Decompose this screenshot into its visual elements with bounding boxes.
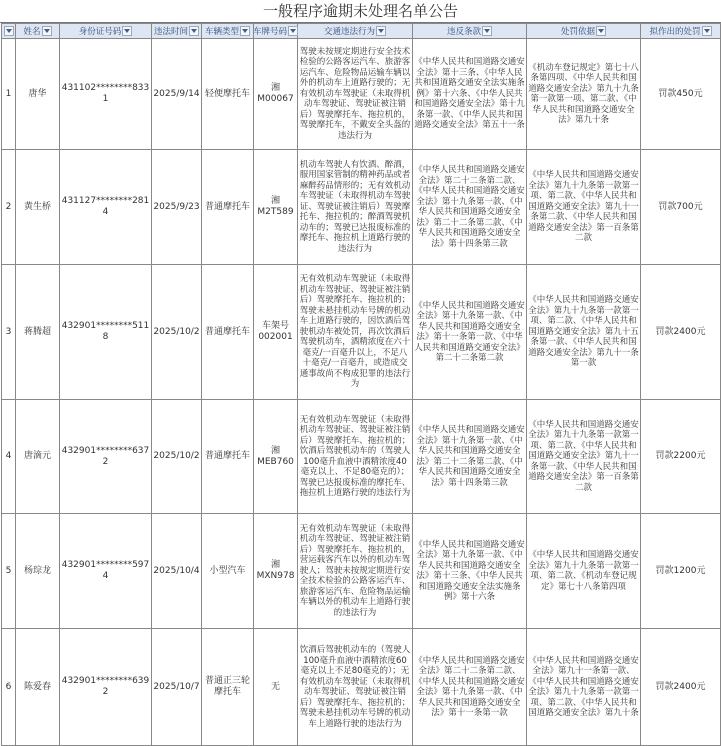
filter-dropdown-icon[interactable] (42, 26, 52, 36)
column-header[interactable]: 拟作出的处罚 (641, 24, 721, 39)
table-row (2, 150, 721, 265)
penalty-cell: 罚款450元 (641, 39, 721, 150)
basis-cell: 《中华人民共和国道路交通安全法》第九十一条第一款、《中华人民共和国道路交通安全法》第九十九条第一款第一项、第二款、《中华人民共和国道路交通安全法》第九十条 (527, 629, 641, 746)
violation-cell: 机动车驾驶人有饮酒、醉酒，服用国家管制的精神药品或者麻醉药品情形的；无有效机动车驾驶证（未取得机动车驾驶证、驾驶证被注销后）驾驶摩托车、拖拉机的；醉酒驾驶机动车的；驾驶已达报废标准的摩托车、拖拉机上道路行驶的违法行为 (298, 150, 413, 265)
plate-cell: 无 (254, 629, 298, 746)
basis-cell: 《中华人民共和国道路交通安全法》第九十九条第一款第一项、第二款、《机动车登记规定》第七十八条第四项 (527, 514, 641, 629)
row-number-cell: 1 (2, 39, 16, 150)
name-cell: 唐滴元 (16, 400, 60, 514)
plate-cell: 车架号002001 (254, 265, 298, 400)
clause-cell: 《中华人民共和国道路交通安全法》第十九条第一款、《中华人民共和国道路交通安全法》第十三条、《中华人民共和国道路交通安全法实施条例》第十六条 (413, 514, 527, 629)
column-header[interactable]: 身份证号码 (60, 24, 152, 39)
id-number-cell: 431127********2814 (60, 150, 152, 265)
plate-cell: 湘MEB760 (254, 400, 298, 514)
column-header[interactable]: 车辆类型 (202, 24, 254, 39)
date-cell: 2025/10/2 (152, 400, 202, 514)
page-title: 一般程序逾期未处理名单公告 (0, 0, 721, 23)
name-cell: 陈爱春 (16, 629, 60, 746)
notice-table (1, 23, 721, 746)
violation-cell: 饮酒后驾驶机动车的（驾驶人100毫升血液中酒精浓度60毫克以上不足80毫克的）；无有效机动车驾驶证（未取得机动车驾驶证、驾驶证被注销后）驾驶摩托车、拖拉机的；驾驶未悬挂机动车号牌的机动车上道路行驶的违法行为 (298, 629, 413, 746)
basis-cell: 《中华人民共和国道路交通安全法》第九十九条第一款第一项、第二款、《中华人民共和国道路交通安全法》第九十五条第一款、《中华人民共和国道路交通安全法》第九十一条第一款 (527, 265, 641, 400)
column-header[interactable] (2, 24, 16, 39)
table-row (2, 629, 721, 746)
plate-cell: 湘MXN978 (254, 514, 298, 629)
id-number-cell: 432901********5974 (60, 514, 152, 629)
column-header[interactable]: 姓名 (16, 24, 60, 39)
basis-cell: 《机动车登记规定》第七十八条第四项、《中华人民共和国道路交通安全法》第九十九条第一款第一项、第二款、《中华人民共和国道路交通安全法》第九十条 (527, 39, 641, 150)
row-number-cell: 5 (2, 514, 16, 629)
clause-cell: 《中华人民共和国道路交通安全法》第十九条第一款、《中华人民共和国道路交通安全法》第十一条第一款、《中华人民共和国道路交通安全法》第二十二条第二款 (413, 265, 527, 400)
vehicle-type-cell: 普通正三轮摩托车 (202, 629, 254, 746)
id-number-cell: 432901********6372 (60, 400, 152, 514)
name-cell: 唐华 (16, 39, 60, 150)
basis-cell: 《中华人民共和国道路交通安全法》第九十九条第一款第一项、第二款、《中华人民共和国道路交通安全法》第九十一条第二款、《中华人民共和国道路交通安全法》第一百条第二款 (527, 150, 641, 265)
table-row (2, 39, 721, 150)
table-header-row (2, 24, 721, 39)
column-header[interactable]: 交通违法行为 (298, 24, 413, 39)
column-header[interactable]: 车牌号码 (254, 24, 298, 39)
filter-dropdown-icon[interactable] (596, 26, 606, 36)
penalty-cell: 罚款2200元 (641, 400, 721, 514)
id-number-cell: 432901********6392 (60, 629, 152, 746)
column-header[interactable]: 处罚依据 (527, 24, 641, 39)
date-cell: 2025/10/7 (152, 629, 202, 746)
column-header[interactable]: 违法时间 (152, 24, 202, 39)
violation-cell: 无有效机动车驾驶证（未取得机动车驾驶证、驾驶证被注销后）驾驶摩托车、拖拉机的；驾驶未悬挂机动车号牌的机动车上道路行驶的，因饮酒后驾驶机动车被处罚，再次饮酒后驾驶机动车，酒精浓度在六十毫克/一百毫升以上，不足八十毫克/一百毫升，或造成交通事故尚不构成犯罪的违法行为 (298, 265, 413, 400)
violation-cell: 无有效机动车驾驶证（未取得机动车驾驶证、驾驶证被注销后）驾驶摩托车、拖拉机的，营运载客汽车以外的机动车驾驶人；驾驶未按规定期进行安全技术检验的公路客运汽车、旅游客运汽车、危险物品运输车辆以外的机动车上道路行驶的违法行为 (298, 514, 413, 629)
clause-cell: 《中华人民共和国道路交通安全法》第十三条、《中华人民共和国道路交通安全法实施条例》第十六条、《中华人民共和国道路交通安全法》第十九条第一款、《中华人民共和国道路交通安全法》第五十一条 (413, 39, 527, 150)
filter-dropdown-icon[interactable] (376, 26, 386, 36)
filter-dropdown-icon[interactable] (702, 26, 712, 36)
filter-dropdown-icon[interactable] (240, 26, 250, 36)
row-number-cell: 3 (2, 265, 16, 400)
filter-dropdown-icon[interactable] (482, 26, 492, 36)
penalty-cell: 罚款2400元 (641, 629, 721, 746)
date-cell: 2025/10/4 (152, 514, 202, 629)
row-number-cell: 2 (2, 150, 16, 265)
filter-dropdown-icon[interactable] (4, 26, 14, 36)
filter-dropdown-icon[interactable] (189, 26, 199, 36)
row-number-cell: 4 (2, 400, 16, 514)
plate-cell: 湘M2T589 (254, 150, 298, 265)
violation-cell: 无有效机动车驾驶证（未取得机动车驾驶证、驾驶证被注销后）驾驶摩托车、拖拉机的；饮酒后驾驶机动车的（驾驶人100毫升血液中酒精浓度40毫克以上、不足80毫克的）；驾驶已达报废标准的摩托车、拖拉机上道路行驶的违法行为 (298, 400, 413, 514)
clause-cell: 《中华人民共和国道路交通安全法》第十九条第一款、《中华人民共和国道路交通安全法》第二十二条第二款、《中华人民共和国道路交通安全法》第十四条第三款 (413, 400, 527, 514)
name-cell: 蒋腾超 (16, 265, 60, 400)
table-row (2, 514, 721, 629)
penalty-cell: 罚款1200元 (641, 514, 721, 629)
table-row (2, 265, 721, 400)
name-cell: 杨琮龙 (16, 514, 60, 629)
id-number-cell: 432901********5118 (60, 265, 152, 400)
name-cell: 黄生桥 (16, 150, 60, 265)
filter-dropdown-icon[interactable] (122, 26, 132, 36)
vehicle-type-cell: 小型汽车 (202, 514, 254, 629)
column-header[interactable]: 违反条款 (413, 24, 527, 39)
vehicle-type-cell: 普通摩托车 (202, 400, 254, 514)
vehicle-type-cell: 普通摩托车 (202, 150, 254, 265)
penalty-cell: 罚款700元 (641, 150, 721, 265)
row-number-cell: 6 (2, 629, 16, 746)
penalty-cell: 罚款2400元 (641, 265, 721, 400)
vehicle-type-cell: 普通摩托车 (202, 265, 254, 400)
vehicle-type-cell: 轻便摩托车 (202, 39, 254, 150)
table-row (2, 400, 721, 514)
basis-cell: 《中华人民共和国道路交通安全法》第九十九条第一款第一项、第二款、《中华人民共和国道路交通安全法》第九十一条第一款、《中华人民共和国道路交通安全法》第一百条第二款 (527, 400, 641, 514)
date-cell: 2025/10/2 (152, 265, 202, 400)
date-cell: 2025/9/14 (152, 39, 202, 150)
plate-cell: 湘M00067 (254, 39, 298, 150)
clause-cell: 《中华人民共和国道路交通安全法》第二十二条第二款、《中华人民共和国道路交通安全法》第十九条第一款、《中华人民共和国道路交通安全法》第十一条第一款 (413, 629, 527, 746)
clause-cell: 《中华人民共和国道路交通安全法》第二十二条第二款、《中华人民共和国道路交通安全法》第十九条第一款、《中华人民共和国道路交通安全法》第二十二条第二款、《中华人民共和国道路交通安全法》第十四条第三款 (413, 150, 527, 265)
date-cell: 2025/9/23 (152, 150, 202, 265)
id-number-cell: 431102********8331 (60, 39, 152, 150)
violation-cell: 驾驶未按规定期进行安全技术检验的公路客运汽车、旅游客运汽车、危险物品运输车辆以外的机动车上道路行驶的；无有效机动车驾驶证（未取得机动车驾驶证、驾驶证被注销后）驾驶摩托车、拖拉机的，驾驶摩托车，不戴安全头盔的违法行为 (298, 39, 413, 150)
